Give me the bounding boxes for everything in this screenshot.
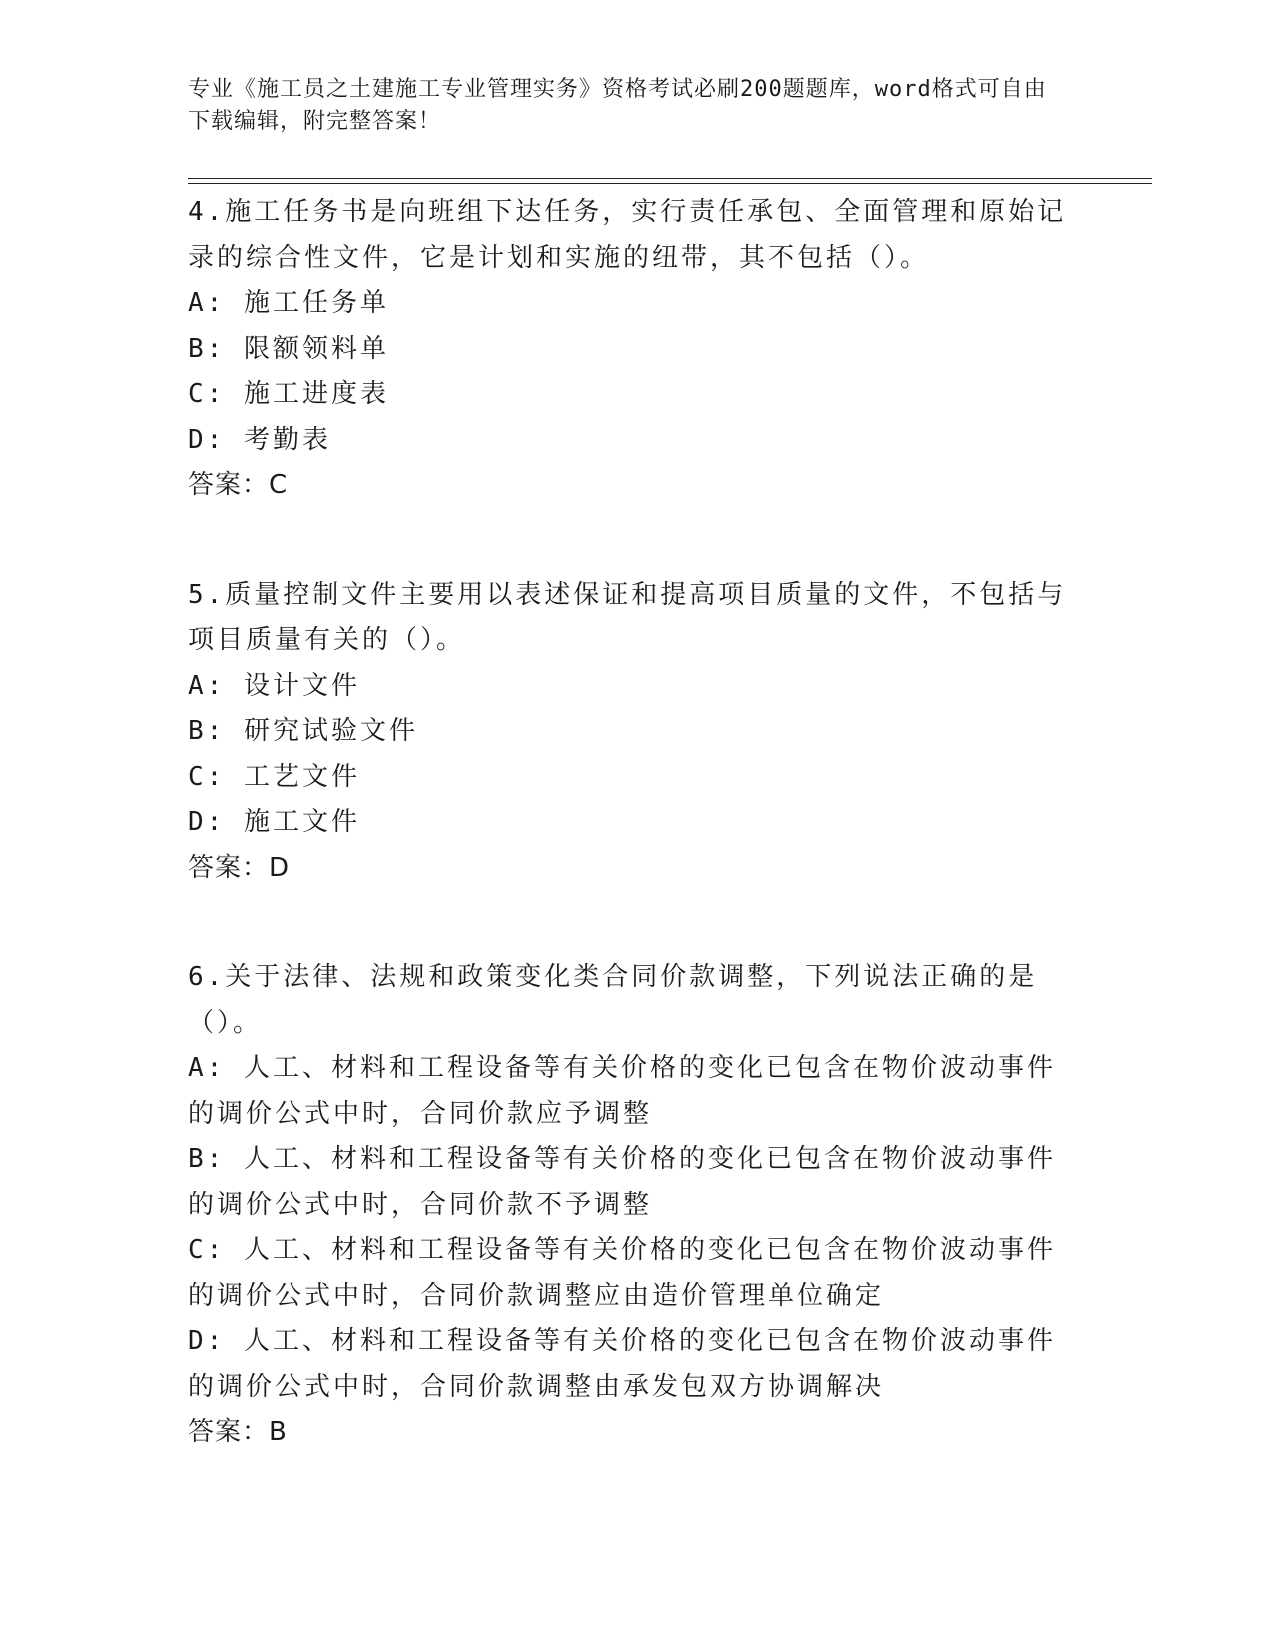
option-b: B: 研究试验文件 [188, 716, 418, 746]
question-stem: 5.质量控制文件主要用以表述保证和提高项目质量的文件，不包括与项目质量有关的（）。 [188, 579, 1067, 655]
header-rule-top [188, 178, 1152, 179]
option-b: B: 限额领料单 [188, 333, 389, 364]
question-4 [188, 190, 1088, 509]
question-5 [188, 573, 1088, 892]
option-a: A: 人工、材料和工程设备等有关价格的变化已包含在物价波动事件的调价公式中时，合同价款应予调整 [188, 1053, 1056, 1129]
option-c: C: 人工、材料和工程设备等有关价格的变化已包含在物价波动事件的调价公式中时，合同价款调整应由造价管理单位确定 [188, 1235, 1056, 1311]
answer-line: 答案：C [188, 470, 289, 500]
answer-line: 答案：D [188, 852, 291, 883]
option-d: D: 人工、材料和工程设备等有关价格的变化已包含在物价波动事件的调价公式中时，合同价款调整由承发包双方协调解决 [188, 1326, 1056, 1402]
option-d: D: 考勤表 [188, 424, 331, 455]
option-c: C: 工艺文件 [188, 761, 360, 792]
option-b: B: 人工、材料和工程设备等有关价格的变化已包含在物价波动事件的调价公式中时，合同价款不予调整 [188, 1144, 1056, 1220]
question-6 [188, 955, 1088, 1456]
answer-line: 答案：B [188, 1417, 288, 1447]
header-rule-bottom [188, 183, 1152, 184]
option-a: A: 施工任务单 [188, 288, 389, 318]
option-d: D: 施工文件 [188, 807, 360, 837]
question-stem: 6.关于法律、法规和政策变化类合同价款调整，下列说法正确的是（）。 [188, 962, 1038, 1038]
option-a: A: 设计文件 [188, 670, 360, 701]
question-stem: 4.施工任务书是向班组下达任务，实行责任承包、全面管理和原始记录的综合性文件，它是计划和实施的纽带，其不包括（）。 [188, 197, 1067, 273]
question-list [188, 190, 1088, 1520]
option-c: C: 施工进度表 [188, 379, 389, 409]
document-header: 专业《施工员之土建施工专业管理实务》资格考试必刷200题题库，word格式可自由下载编辑，附完整答案！ [188, 77, 1047, 134]
